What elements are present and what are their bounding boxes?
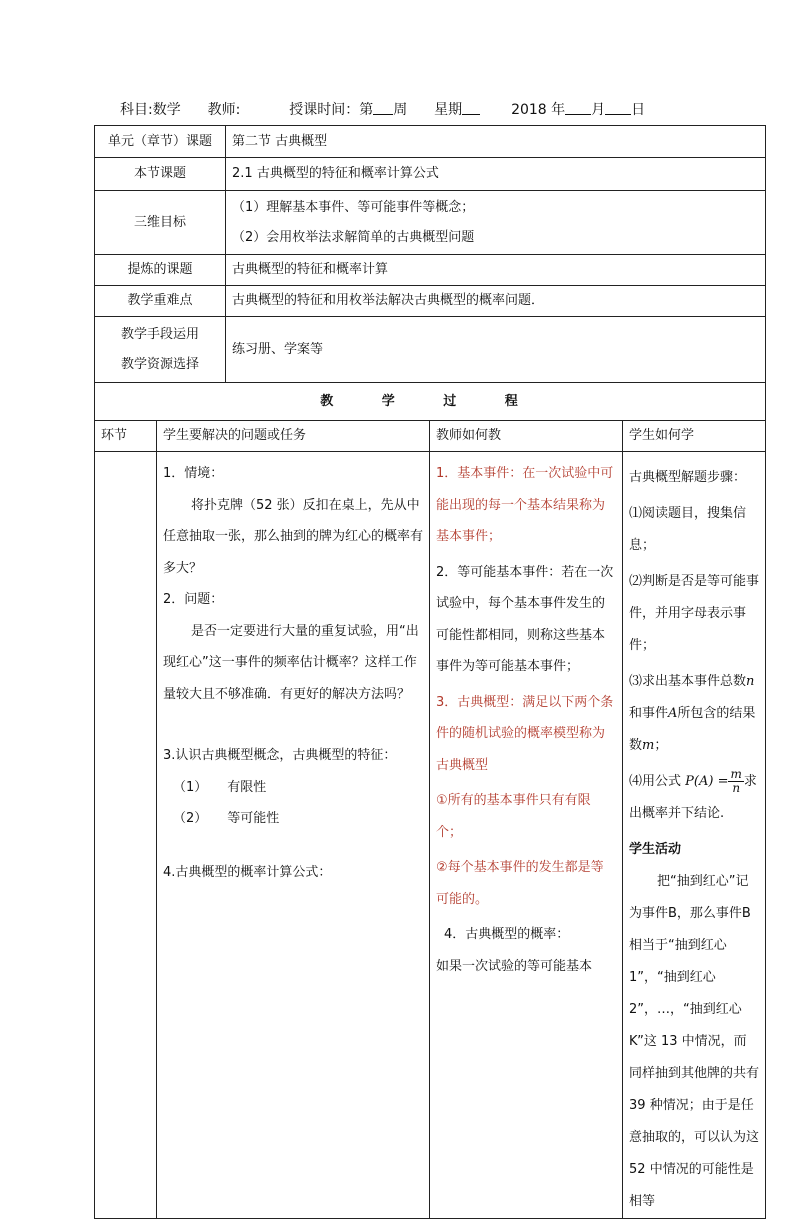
resources-value: 练习册、学案等 bbox=[226, 317, 766, 383]
step3-d: ； bbox=[654, 738, 668, 753]
weekday-label: 星期 bbox=[434, 102, 463, 118]
key-points-row bbox=[95, 286, 766, 317]
col-header-teach: 教师如何教 bbox=[430, 421, 623, 452]
goals-row bbox=[95, 191, 766, 255]
goals-label: 三维目标 bbox=[95, 191, 226, 255]
task-feature-1 bbox=[163, 772, 423, 804]
task-question-text: 是否一定要进行大量的重复试验，用“出现红心”这一事件的频率估计概率？这样工作量较大且不够准确．有更好的解决方法吗？ bbox=[163, 623, 419, 702]
teach-classical-model: 3．古典概型：满足以下两个条件的随机试验的概率模型称为古典概型 bbox=[436, 694, 614, 773]
teach-probability: 4．古典概型的概率： bbox=[444, 927, 570, 942]
task-formula: 4.古典概型的概率计算公式： bbox=[163, 864, 332, 880]
month-label: 月 bbox=[591, 102, 606, 118]
feature-1-num: （1） bbox=[173, 779, 208, 795]
teach-equal-event: 2．等可能基本事件：若在一次试验中，每个基本事件发生的可能性都相同，则称这些基本事件为等可能基本事件； bbox=[436, 564, 614, 674]
stage-cell bbox=[95, 452, 157, 1219]
unit-value: 第二节 古典概型 bbox=[226, 126, 766, 158]
learn-activity-title: 学生活动 bbox=[629, 842, 682, 857]
fraction-denominator: n bbox=[732, 781, 741, 795]
resources-label-line-2: 教学资源选择 bbox=[121, 356, 200, 372]
teach-cell bbox=[430, 452, 623, 1219]
lesson-topic-value: 2.1 古典概型的特征和概率计算公式 bbox=[226, 158, 766, 191]
step3-A: A bbox=[668, 706, 678, 721]
learn-activity-text: 把“抽到红心”记为事件B，那么事件B相当于“抽到红心1”，“抽到红心2”，…，“抽到红心K”这 13 中情况，而同样抽到其他牌的共有 39 种情况；由于是任意抽取的，可以认为这 52 中情况的可能性是相等 bbox=[629, 874, 760, 1209]
columns-header-row bbox=[95, 421, 766, 452]
unit-row bbox=[95, 126, 766, 158]
key-points-value: 古典概型的特征和用枚举法解决古典概型的概率问题． bbox=[226, 286, 766, 317]
task-cell bbox=[157, 452, 430, 1219]
task-scenario: 将扑克牌（52 张）反扣在桌上，先从中任意抽取一张，那么抽到的牌为红心的概率有多大？ bbox=[163, 497, 424, 576]
key-points-label: 教学重难点 bbox=[95, 286, 226, 317]
learn-step-4 bbox=[629, 766, 759, 830]
learn-steps-title: 古典概型解题步骤： bbox=[629, 470, 747, 485]
refined-topic-label: 提炼的课题 bbox=[95, 255, 226, 286]
feature-2-num: （2） bbox=[173, 811, 208, 826]
step4-a: ⑷用公式 bbox=[629, 774, 682, 789]
learn-cell bbox=[623, 452, 766, 1219]
task-line-1: 1．情境： bbox=[163, 466, 224, 481]
process-title-row bbox=[95, 383, 766, 421]
unit-label: 单元（章节）课题 bbox=[95, 126, 226, 158]
lesson-topic-row bbox=[95, 158, 766, 191]
learn-step-3 bbox=[629, 666, 759, 762]
goal-2: （2）会用枚举法求解简单的古典概型问题 bbox=[232, 229, 475, 245]
step3-b: 和事件 bbox=[629, 706, 669, 721]
day-label: 日 bbox=[631, 102, 646, 118]
resources-label bbox=[95, 317, 226, 383]
refined-topic-row bbox=[95, 255, 766, 286]
lesson-topic-label: 本节课题 bbox=[95, 158, 226, 191]
learn-step-1: ⑴阅读题目，搜集信息； bbox=[629, 506, 747, 553]
refined-topic-value: 古典概型的特征和概率计算 bbox=[226, 255, 766, 286]
learn-step-2: ⑵判断是否是等可能事件，并用字母表示事件； bbox=[629, 574, 760, 653]
day-blank[interactable] bbox=[605, 99, 631, 115]
process-content-row bbox=[95, 452, 766, 1219]
teach-condition-2: ②每个基本事件的发生都是等可能的。 bbox=[436, 860, 604, 907]
teacher-label: 教师: bbox=[207, 102, 241, 118]
task-line-question: 2．问题： bbox=[163, 592, 224, 607]
week-label: 周 bbox=[393, 102, 408, 118]
process-title: 教 学 过 程 bbox=[95, 383, 766, 421]
step3-a: ⑶求出基本事件总数 bbox=[629, 674, 747, 689]
col-header-learn: 学生如何学 bbox=[623, 421, 766, 452]
col-header-task: 学生要解决的问题或任务 bbox=[157, 421, 430, 452]
step3-c: 所包含的结果数 bbox=[629, 706, 756, 753]
task-feature-2 bbox=[163, 803, 423, 835]
resources-label-line-1: 教学手段运用 bbox=[121, 326, 200, 342]
goal-1: （1）理解基本事件、等可能事件等概念； bbox=[232, 199, 475, 215]
feature-2-text: 等可能性 bbox=[227, 811, 280, 826]
year-label: 2018 年 bbox=[511, 102, 566, 118]
subject-label: 科目:数学 bbox=[120, 102, 181, 118]
formula-lhs: P(A) = bbox=[685, 774, 729, 789]
month-blank[interactable] bbox=[565, 99, 591, 115]
step4-b: 求出概率并下结论. bbox=[629, 774, 757, 821]
fraction-numerator: m bbox=[730, 767, 742, 781]
goals-value bbox=[226, 191, 766, 255]
teach-condition-1: ①所有的基本事件只有有限个； bbox=[436, 793, 591, 840]
teach-basic-event: 1．基本事件：在一次试验中可能出现的每一个基本结果称为基本事件； bbox=[436, 466, 614, 544]
step3-m: m bbox=[642, 738, 655, 753]
formula-fraction bbox=[728, 768, 743, 795]
task-concept: 3.认识古典概型概念，古典概型的特征： bbox=[163, 748, 397, 763]
weekday-blank[interactable] bbox=[462, 99, 480, 115]
week-blank[interactable] bbox=[373, 99, 393, 115]
step3-n: n bbox=[746, 674, 755, 689]
teach-probability-text: 如果一次试验的等可能基本 bbox=[436, 958, 593, 974]
lesson-plan-table bbox=[94, 125, 766, 1219]
time-prefix: 授课时间：第 bbox=[289, 102, 374, 118]
resources-row bbox=[95, 317, 766, 383]
col-header-stage: 环节 bbox=[95, 421, 157, 452]
feature-1-text: 有限性 bbox=[227, 779, 267, 795]
header-line bbox=[120, 99, 760, 121]
